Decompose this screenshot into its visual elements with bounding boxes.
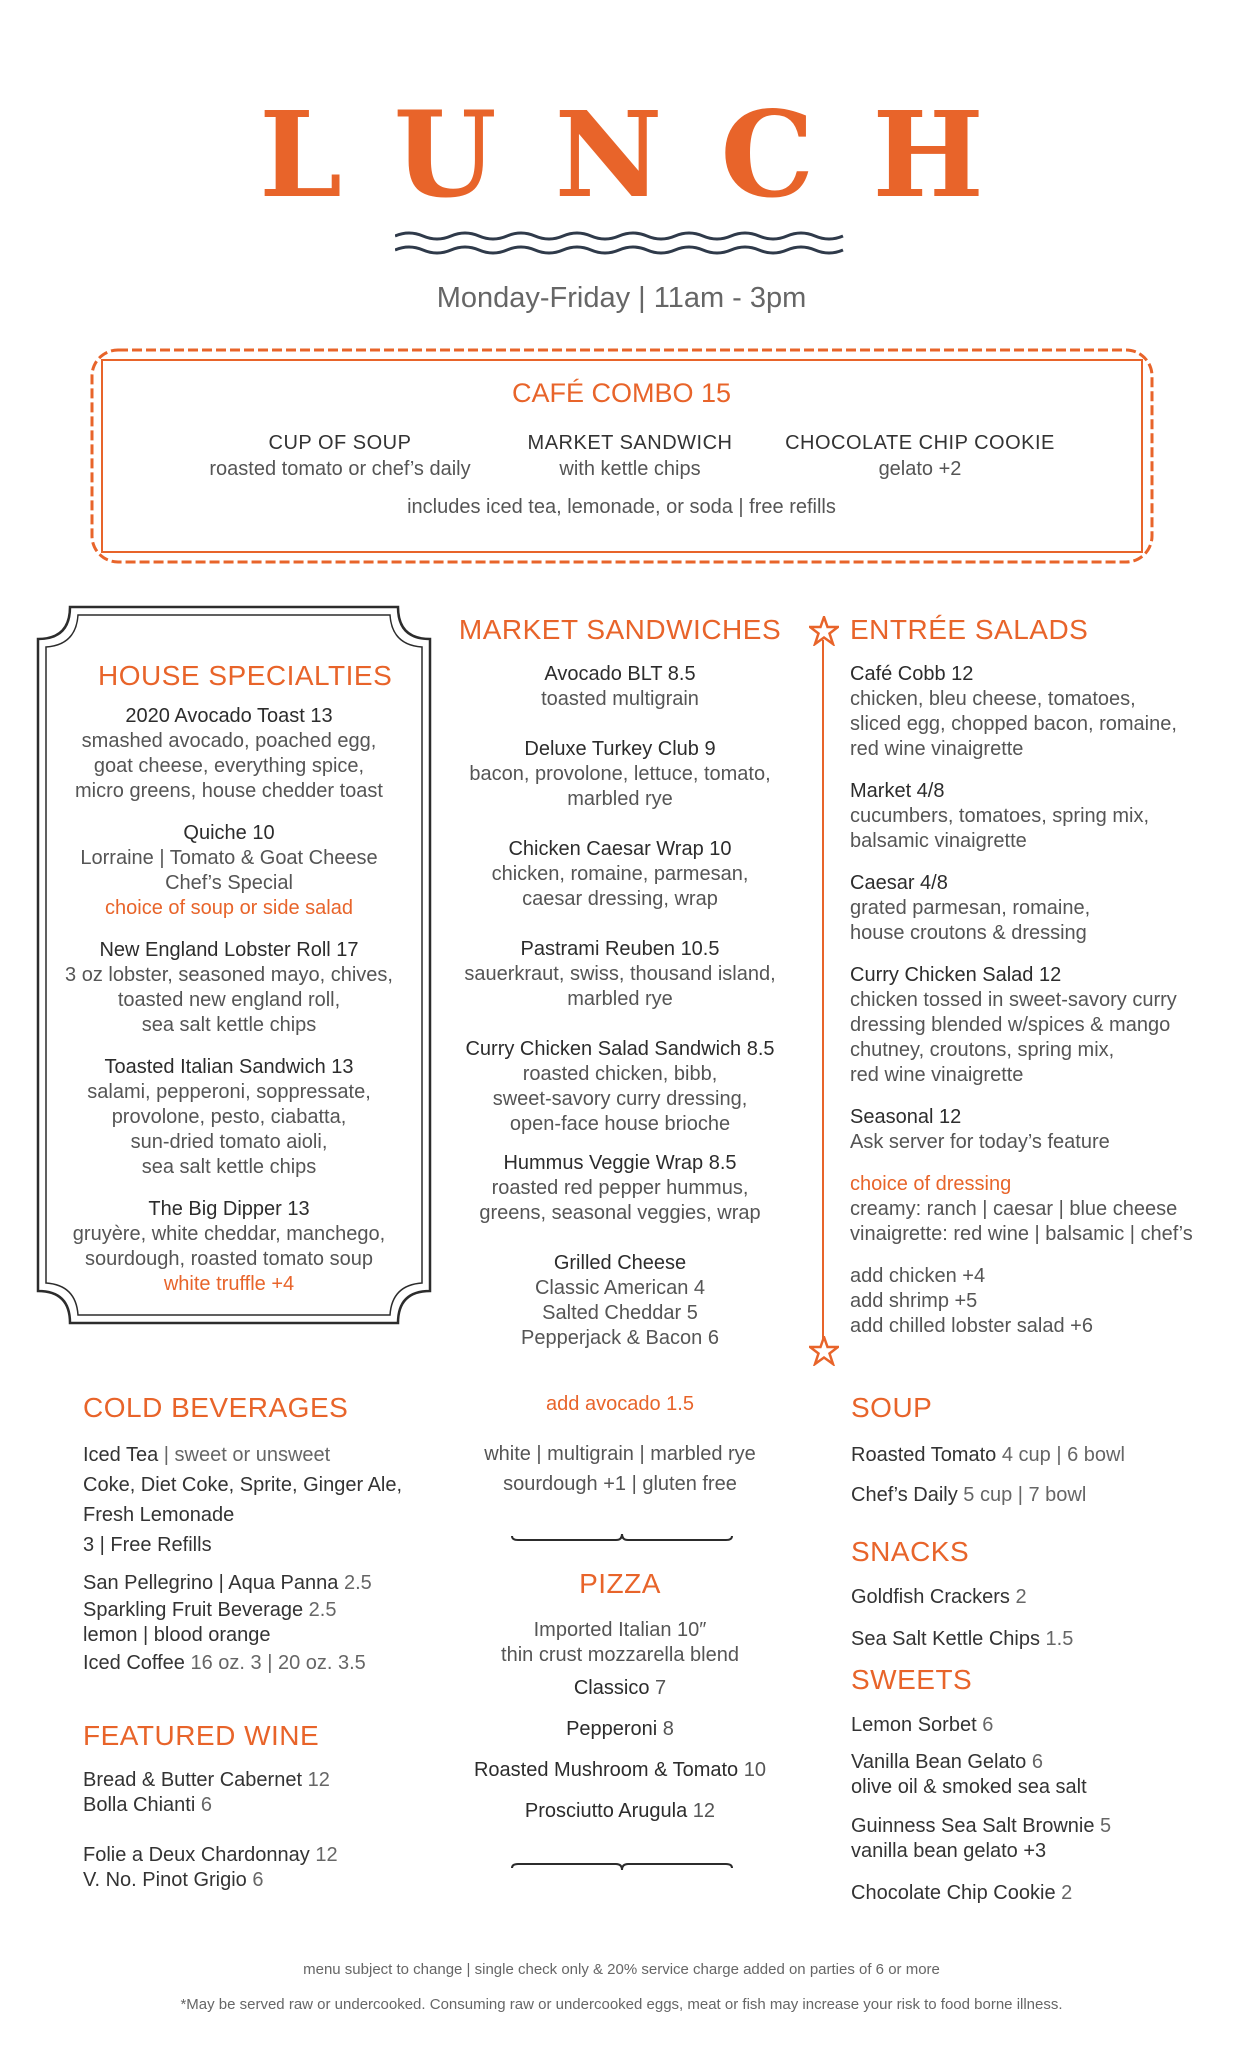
item-desc: Lorraine | Tomato & Goat Cheese <box>80 847 378 869</box>
dressing-line: vinaigrette: red wine | balsamic | chef’s <box>850 1223 1193 1245</box>
wine-price: 6 <box>246 1869 264 1891</box>
menu-item <box>58 1055 400 1180</box>
combo-item-desc: with kettle chips <box>559 458 701 480</box>
menu-item <box>850 662 1230 762</box>
bev-options: | sweet or unsweet <box>158 1444 331 1466</box>
bev-sodas: Coke, Diet Coke, Sprite, Ginger Ale, <box>83 1474 403 1496</box>
item-name: Caesar 4/8 <box>850 872 948 894</box>
menu-item <box>850 779 1230 854</box>
item-price: 6 <box>1026 1751 1043 1773</box>
item-desc: Salted Cheddar 5 <box>542 1302 698 1324</box>
bev-coffee <box>83 1648 443 1678</box>
item-price: 1.5 <box>1040 1628 1074 1650</box>
sweet-item <box>851 1710 1231 1740</box>
item-name: Guinness Sea Salt Brownie <box>851 1815 1095 1837</box>
item-name: Chef’s Daily <box>851 1484 958 1506</box>
item-price: 12 <box>687 1800 716 1822</box>
item-desc: goat cheese, everything spice, <box>93 755 365 777</box>
bev-lemonade: Fresh Lemonade <box>83 1504 235 1526</box>
item-desc: sea salt kettle chips <box>141 1014 317 1036</box>
item-name: Sea Salt Kettle Chips <box>851 1628 1040 1650</box>
item-desc: sweet-savory curry dressing, <box>492 1088 748 1110</box>
wine-item <box>83 1793 443 1818</box>
menu-item <box>850 1105 1230 1155</box>
item-name: Grilled Cheese <box>553 1252 687 1274</box>
star-icon <box>809 616 839 646</box>
item-name: Curry Chicken Salad 12 <box>850 964 1062 986</box>
combo-item-desc: roasted tomato or chef’s daily <box>209 458 471 480</box>
combo-title: CAFÉ COMBO 15 <box>511 378 732 408</box>
menu-item <box>58 1197 400 1297</box>
item-desc: toasted multigrain <box>541 688 699 710</box>
sweet-sub: olive oil & smoked sea salt <box>851 1776 1087 1798</box>
section-title: ENTRÉE SALADS <box>850 614 1089 645</box>
item-desc: sun-dried tomato aioli, <box>130 1131 328 1153</box>
item-name: Prosciutto Arugula <box>524 1800 688 1822</box>
item-desc: toasted new england roll, <box>117 989 341 1011</box>
item-name: Roasted Tomato <box>851 1444 997 1466</box>
bev-name: Iced Tea <box>83 1444 159 1466</box>
item-desc: red wine vinaigrette <box>850 1064 1024 1086</box>
wine-name: Bread & Butter Cabernet <box>83 1769 303 1791</box>
item-price: 8 <box>657 1718 674 1740</box>
wine-name: Bolla Chianti <box>83 1794 196 1816</box>
bev-name: Iced Coffee <box>83 1652 185 1674</box>
item-desc: red wine vinaigrette <box>850 738 1024 760</box>
bev-price: 2.5 <box>338 1572 372 1594</box>
item-desc: provolone, pesto, ciabatta, <box>111 1106 347 1128</box>
item-desc: dressing blended w/spices & mango <box>850 1014 1171 1036</box>
item-name: Chicken Caesar Wrap 10 <box>508 838 732 860</box>
dressing-options <box>850 1172 1230 1247</box>
menu-item <box>440 1151 800 1226</box>
bev-water <box>83 1568 443 1598</box>
combo-item-name: CHOCOLATE CHIP COOKIE <box>785 432 1055 454</box>
item-price: 7 <box>649 1677 667 1699</box>
soup-item <box>851 1480 1231 1510</box>
item-note: choice of soup or side salad <box>105 897 353 919</box>
item-desc: chicken tossed in sweet-savory curry <box>850 989 1177 1011</box>
item-name: Goldfish Crackers <box>851 1586 1010 1608</box>
wine-price: 6 <box>195 1794 212 1816</box>
dressing-title: choice of dressing <box>850 1173 1012 1195</box>
item-desc: chicken, romaine, parmesan, <box>491 863 749 885</box>
bev-price: 16 oz. 3 | 20 oz. 3.5 <box>184 1652 366 1674</box>
snack-item <box>851 1582 1231 1612</box>
item-name: Vanilla Bean Gelato <box>851 1751 1027 1773</box>
addon: add chilled lobster salad +6 <box>850 1315 1093 1337</box>
item-desc: gruyère, white cheddar, manchego, <box>72 1223 386 1245</box>
menu-item <box>440 1676 800 1701</box>
featured-wine-section <box>83 1720 443 1893</box>
wine-price: 12 <box>309 1844 338 1866</box>
item-price: 10 <box>738 1759 766 1781</box>
pizza-section <box>440 1568 800 1824</box>
item-name: Lemon Sorbet <box>851 1714 977 1736</box>
sweet-sub: vanilla bean gelato +3 <box>851 1840 1047 1862</box>
pizza-divider-bottom <box>510 1860 734 1872</box>
item-desc: sourdough, roasted tomato soup <box>85 1248 373 1270</box>
snack-item <box>851 1624 1231 1654</box>
pizza-desc: thin crust mozzarella blend <box>501 1644 739 1666</box>
wine-price: 12 <box>302 1769 330 1791</box>
bev-iced-tea <box>83 1440 443 1470</box>
soup-item <box>851 1440 1231 1470</box>
item-price: 2 <box>1055 1882 1073 1904</box>
item-desc: balsamic vinaigrette <box>850 830 1027 852</box>
sweet-item <box>851 1878 1231 1908</box>
item-price: 5 <box>1094 1815 1112 1837</box>
item-name: Café Cobb 12 <box>850 663 974 685</box>
sweet-item <box>851 1750 1231 1775</box>
item-name: 2020 Avocado Toast 13 <box>125 705 333 727</box>
item-desc: chutney, croutons, spring mix, <box>850 1039 1115 1061</box>
item-desc: micro greens, house chedder toast <box>75 780 383 802</box>
item-name: Avocado BLT 8.5 <box>544 663 696 685</box>
salad-addons <box>850 1264 1230 1339</box>
item-desc: sauerkraut, swiss, thousand island, <box>464 963 776 985</box>
section-title: PIZZA <box>579 1568 661 1599</box>
item-desc: roasted red pepper hummus, <box>491 1177 749 1199</box>
menu-item <box>440 837 800 912</box>
section-title: FEATURED WINE <box>83 1720 320 1751</box>
bev-name: San Pellegrino | Aqua Panna <box>83 1572 339 1594</box>
item-desc: Classic American 4 <box>534 1277 706 1299</box>
pizza-desc: Imported Italian 10″ <box>533 1619 707 1641</box>
wine-item <box>83 1768 443 1793</box>
bev-price: 2.5 <box>303 1599 337 1621</box>
item-name: Toasted Italian Sandwich 13 <box>104 1056 354 1078</box>
item-desc: sea salt kettle chips <box>141 1156 317 1178</box>
pizza-divider-top <box>510 1532 734 1544</box>
item-name: Hummus Veggie Wrap 8.5 <box>503 1152 737 1174</box>
item-price: 4 cup | 6 bowl <box>996 1444 1125 1466</box>
item-desc: bacon, provolone, lettuce, tomato, <box>469 763 771 785</box>
item-desc: open-face house brioche <box>509 1113 731 1135</box>
bev-sparkling <box>83 1598 443 1623</box>
menu-item <box>58 821 400 921</box>
item-note: white truffle +4 <box>163 1273 295 1295</box>
bread-options <box>440 1392 800 1499</box>
section-title: SNACKS <box>851 1536 970 1567</box>
item-desc: roasted chicken, bibb, <box>522 1063 718 1085</box>
soup-snacks-sweets <box>851 1392 1231 1908</box>
item-desc: marbled rye <box>567 988 673 1010</box>
combo-item-name: MARKET SANDWICH <box>527 432 733 454</box>
item-desc: smashed avocado, poached egg, <box>81 730 377 752</box>
item-desc: Chef’s Special <box>165 872 293 894</box>
house-specialties-section <box>58 660 400 1314</box>
star-icon <box>809 1336 839 1366</box>
footer-policy: menu subject to change | single check only & 20% service charge added on parties of 6 or more <box>303 1961 940 1978</box>
menu-item <box>440 937 800 1012</box>
menu-item <box>58 704 400 804</box>
menu-item <box>440 1037 800 1137</box>
item-name: Deluxe Turkey Club 9 <box>524 738 716 760</box>
item-name: The Big Dipper 13 <box>148 1198 310 1220</box>
item-name: Classico <box>573 1677 650 1699</box>
item-name: Market 4/8 <box>850 780 945 802</box>
addon: add shrimp +5 <box>850 1290 978 1312</box>
item-desc: 3 oz lobster, seasoned mayo, chives, <box>65 964 393 986</box>
combo-footer: includes iced tea, lemonade, or soda | free refills <box>407 496 836 518</box>
combo-item-desc: gelato +2 <box>878 458 962 480</box>
item-desc: house croutons & dressing <box>850 922 1087 944</box>
menu-item <box>440 662 800 712</box>
menu-item <box>440 1717 800 1742</box>
item-desc: marbled rye <box>567 788 673 810</box>
combo-soup <box>190 430 490 482</box>
item-desc: grated parmesan, romaine, <box>850 897 1091 919</box>
wine-name: V. No. Pinot Grigio <box>83 1869 247 1891</box>
section-title: MARKET SANDWICHES <box>458 614 782 645</box>
item-name: Pastrami Reuben 10.5 <box>520 938 720 960</box>
combo-item-name: CUP OF SOUP <box>268 432 412 454</box>
item-name: Curry Chicken Salad Sandwich 8.5 <box>465 1038 775 1060</box>
item-name: Seasonal 12 <box>850 1106 962 1128</box>
menu-item <box>850 963 1230 1088</box>
bread-line: sourdough +1 | gluten free <box>503 1473 737 1495</box>
addon-avocado: add avocado 1.5 <box>546 1393 694 1415</box>
menu-item <box>850 871 1230 946</box>
section-title: SOUP <box>851 1392 933 1423</box>
item-name: New England Lobster Roll 17 <box>99 939 359 961</box>
salad-rule <box>822 640 824 1340</box>
item-desc: caesar dressing, wrap <box>522 888 718 910</box>
combo-sandwich <box>480 430 780 482</box>
section-title: HOUSE SPECIALTIES <box>98 660 393 691</box>
wine-name: Folie a Deux Chardonnay <box>83 1844 310 1866</box>
menu-item <box>440 1758 800 1783</box>
item-desc: sliced egg, chopped bacon, romaine, <box>850 713 1177 735</box>
item-desc: salami, pepperoni, soppressate, <box>87 1081 371 1103</box>
menu-item <box>440 1251 800 1351</box>
addon: add chicken +4 <box>850 1265 986 1287</box>
menu-item <box>440 737 800 812</box>
dressing-line: creamy: ranch | caesar | blue cheese <box>850 1198 1178 1220</box>
item-desc: Ask server for today’s feature <box>850 1131 1110 1153</box>
menu-item <box>440 1799 800 1824</box>
section-title: SWEETS <box>851 1664 973 1695</box>
wine-item <box>83 1843 443 1868</box>
item-price: 6 <box>976 1714 994 1736</box>
item-desc: greens, seasonal veggies, wrap <box>479 1202 761 1224</box>
item-name: Chocolate Chip Cookie <box>851 1882 1056 1904</box>
bev-refills: 3 | Free Refills <box>83 1534 212 1556</box>
item-desc: chicken, bleu cheese, tomatoes, <box>850 688 1136 710</box>
item-price: 2 <box>1009 1586 1027 1608</box>
entree-salads-section <box>850 614 1230 1356</box>
cold-beverages-section <box>83 1392 443 1678</box>
footer-disclaimer: *May be served raw or undercooked. Consuming raw or undercooked eggs, meat or fish may increase your risk to food borne illness. <box>180 1996 1063 2013</box>
item-name: Roasted Mushroom & Tomato <box>473 1759 739 1781</box>
sweet-item <box>851 1814 1231 1839</box>
combo-cookie <box>760 430 1080 482</box>
wave-divider <box>395 228 849 262</box>
item-desc: Pepperjack & Bacon 6 <box>521 1327 719 1349</box>
bev-name: Sparkling Fruit Beverage <box>83 1599 304 1621</box>
market-sandwiches-section <box>440 614 800 1376</box>
hours-text: Monday-Friday | 11am - 3pm <box>436 282 807 314</box>
menu-item <box>58 938 400 1038</box>
item-price: 5 cup | 7 bowl <box>957 1484 1087 1506</box>
menu-title: LUNCH <box>259 85 1042 224</box>
item-name: Quiche 10 <box>183 822 275 844</box>
item-name: Pepperoni <box>566 1718 658 1740</box>
wine-item <box>83 1868 443 1893</box>
section-title: COLD BEVERAGES <box>83 1392 349 1423</box>
item-desc: cucumbers, tomatoes, spring mix, <box>850 805 1149 827</box>
bread-line: white | multigrain | marbled rye <box>484 1443 756 1465</box>
bev-sparkling-options: lemon | blood orange <box>83 1624 271 1646</box>
